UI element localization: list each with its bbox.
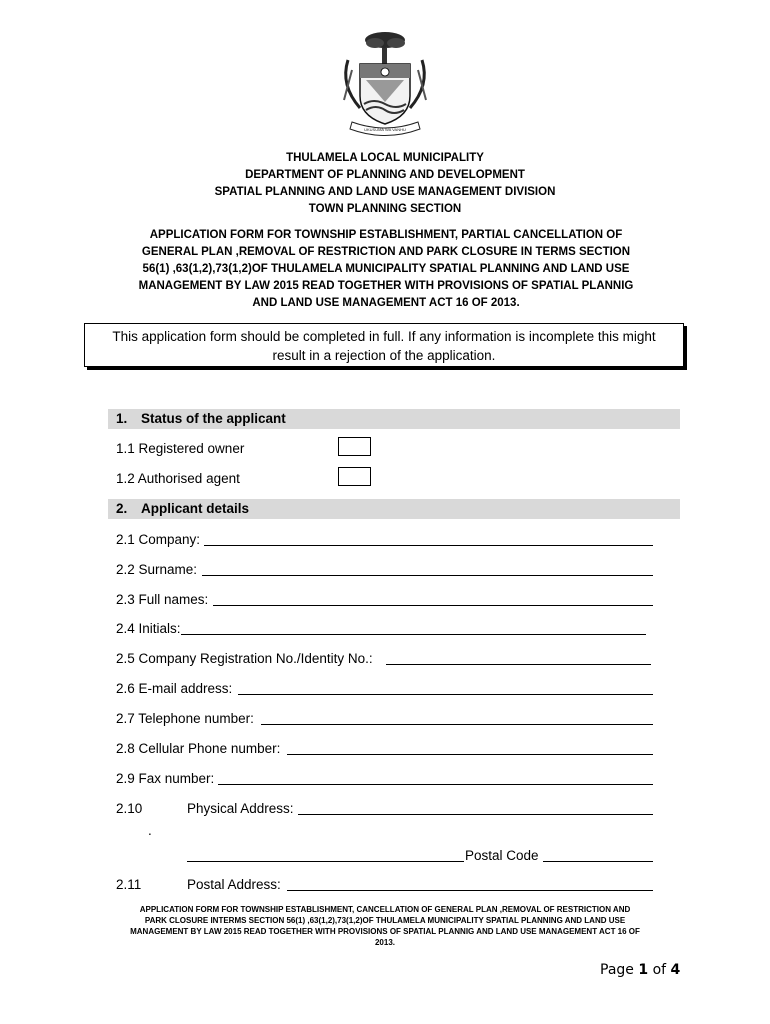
postal-code-label: Postal Code [465,848,539,863]
email-label: 2.6 E-mail address: [116,681,233,696]
email-field[interactable] [238,694,653,695]
footer-line: 2013. [374,938,396,947]
surname-label: 2.2 Surname: [116,562,198,577]
registered-owner-label: 1.1 Registered owner [116,441,245,456]
footer-line: MANAGEMENT BY LAW 2015 READ TOGETHER WITH PROVISIONS OF SPATIAL PLANNIG AND LAND USE MANAGEMENT ACT 16 OF [130,927,640,936]
company-field[interactable] [204,545,653,546]
company-label: 2.1 Company: [116,532,201,547]
fax-label: 2.9 Fax number: [116,771,215,786]
notice-text: result in a rejection of the application. [272,348,496,363]
notice-text: This application form should be completed in full. If any information is incomplete this might [112,329,656,344]
form-title-line: GENERAL PLAN ,REMOVAL OF RESTRICTION AND PARK CLOSURE IN TERMS SECTION [141,246,631,258]
footer-line: APPLICATION FORM FOR TOWNSHIP ESTABLISHMENT, CANCELLATION OF GENERAL PLAN ,REMOVAL OF RESTRICTION AND [139,905,631,914]
registration-number-label: 2.5 Company Registration No./Identity No.: [116,651,373,666]
full-names-field[interactable] [213,605,653,606]
stray-dot: . [148,823,152,838]
physical-address-line2-field[interactable] [187,861,464,862]
department-name: DEPARTMENT OF PLANNING AND DEVELOPMENT [245,169,525,181]
cellular-field[interactable] [287,754,653,755]
authorised-agent-checkbox[interactable] [338,467,371,486]
postal-address-label: Postal Address: [187,877,281,892]
postal-code-field[interactable] [543,861,653,862]
surname-field[interactable] [202,575,653,576]
page-number [600,961,680,979]
page-current: 1 [638,962,649,978]
physical-address-number: 2.10 [116,801,143,816]
municipal-coat-of-arms [330,30,440,138]
section-title: Applicant details [141,501,250,516]
division-name: SPATIAL PLANNING AND LAND USE MANAGEMENT DIVISION [214,186,556,198]
form-title-line: 56(1) ,63(1,2),73(1,2)OF THULAMELA MUNICIPALITY SPATIAL PLANNING AND LAND USE [142,263,630,275]
section-name: TOWN PLANNING SECTION [308,203,462,215]
section-applicant-heading [108,499,680,519]
cellular-label: 2.8 Cellular Phone number: [116,741,281,756]
form-title-line: AND LAND USE MANAGEMENT ACT 16 OF 2013. [252,297,520,309]
telephone-field[interactable] [261,724,653,725]
page-of: of [652,962,667,978]
section-title: Status of the applicant [141,411,286,426]
section-number: 2. [116,501,128,516]
section-number: 1. [116,411,128,426]
registered-owner-checkbox[interactable] [338,437,371,456]
form-title-line: MANAGEMENT BY LAW 2015 READ TOGETHER WITH PROVISIONS OF SPATIAL PLANNIG [138,280,634,292]
municipality-name: THULAMELA LOCAL MUNICIPALITY [286,152,484,164]
postal-address-number: 2.11 [116,877,142,892]
page-total: 4 [670,962,681,978]
form-title-line: APPLICATION FORM FOR TOWNSHIP ESTABLISHMENT, PARTIAL CANCELLATION OF [149,229,623,241]
page-footer [86,904,684,948]
registration-number-field[interactable] [386,664,651,665]
full-names-label: 2.3 Full names: [116,592,209,607]
footer-line: PARK CLOSURE INTERMS SECTION 56(1) ,63(1,2),73(1,2)OF THULAMELA MUNICIPALITY SPATIAL PLANNING AND LAND USE [144,916,626,925]
section-status-heading [108,409,680,429]
completion-notice-box [84,323,684,367]
physical-address-label: Physical Address: [187,801,294,816]
initials-field[interactable] [181,634,646,635]
tree-icon [365,32,405,64]
crest-motto: UKUSUMA WA VANHU [364,127,406,132]
department-header [60,150,710,218]
authorised-agent-label: 1.2 Authorised agent [116,471,240,486]
fax-field[interactable] [218,784,653,785]
form-title [96,227,676,312]
telephone-label: 2.7 Telephone number: [116,711,254,726]
page-prefix: Page [600,962,634,978]
initials-label: 2.4 Initials: [116,621,181,636]
postal-address-field[interactable] [287,890,653,891]
physical-address-field[interactable] [298,814,653,815]
